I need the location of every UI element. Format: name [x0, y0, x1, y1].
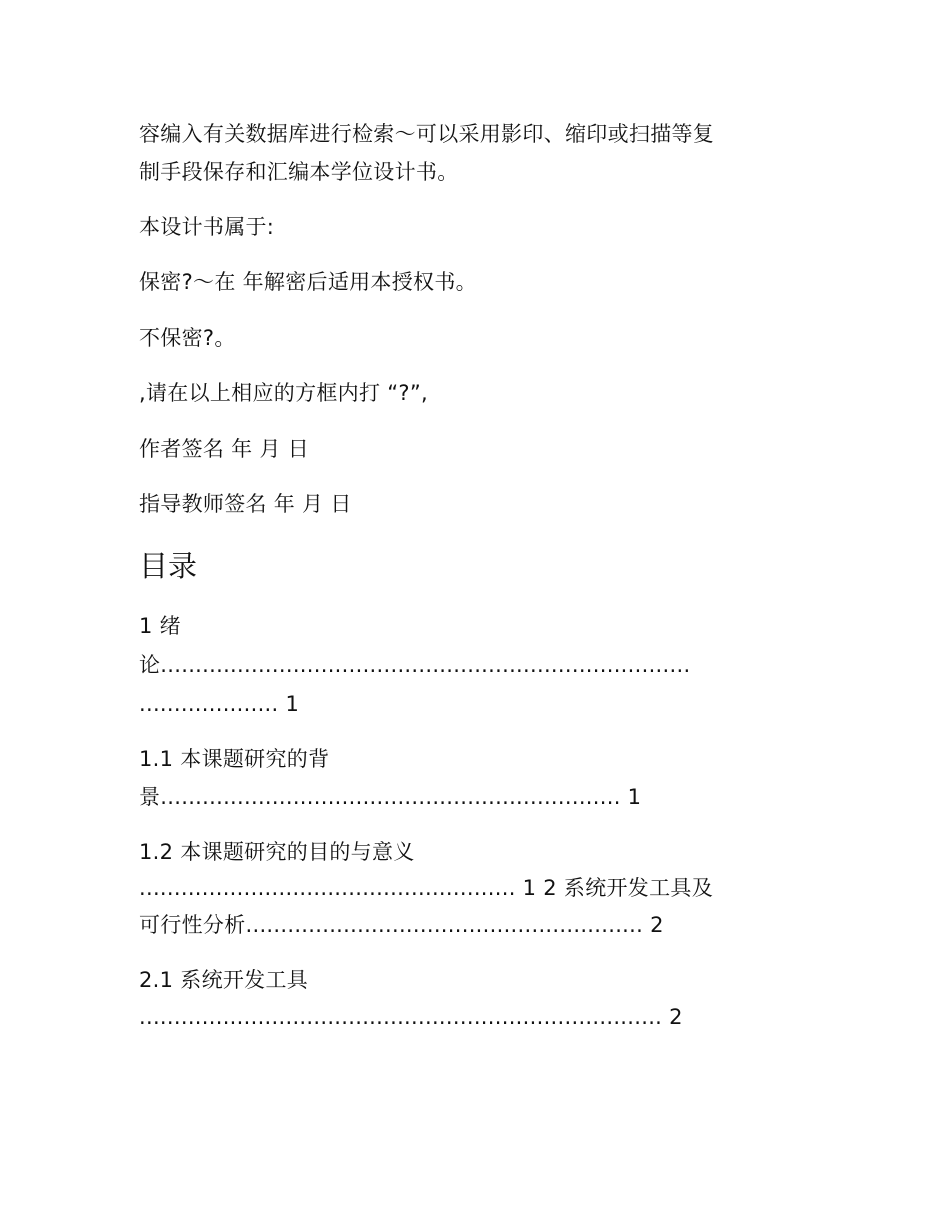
advisor-signature-line: 指导教师签名 年 月 日	[139, 492, 352, 516]
belongs-label: 本设计书属于:	[139, 215, 275, 239]
toc-entry: 1 绪	[139, 614, 181, 638]
toc-entry: 可行性分析......................................................... 2	[139, 913, 664, 937]
paragraph-line: 容编入有关数据库进行检索～可以采用影印、缩印或扫描等复	[139, 122, 715, 146]
confidential-option: 保密?～在 年解密后适用本授权书。	[139, 270, 477, 294]
toc-entry-leader: 论............................................................................	[139, 653, 691, 677]
toc-entry: 1.2 本课题研究的目的与意义	[139, 840, 415, 864]
not-confidential-option: 不保密?。	[139, 326, 236, 350]
instruction-text: ,请在以上相应的方框内打 “?”,	[139, 381, 429, 405]
author-signature-line: 作者签名 年 月 日	[139, 437, 310, 461]
toc-entry-leader: 景.................................................................. 1	[139, 785, 642, 809]
toc-entry-page: .................... 1	[139, 692, 300, 716]
toc-entry: 1.1 本课题研究的背	[139, 747, 330, 771]
toc-entry-leader: ...................................................... 1 2 系统开发工具及	[139, 876, 714, 900]
toc-entry: 2.1 系统开发工具	[139, 968, 309, 992]
paragraph-line: 制手段保存和汇编本学位设计书。	[139, 160, 459, 184]
toc-heading: 目录	[139, 549, 198, 583]
toc-entry-leader: ........................................................................... 2	[139, 1005, 683, 1029]
